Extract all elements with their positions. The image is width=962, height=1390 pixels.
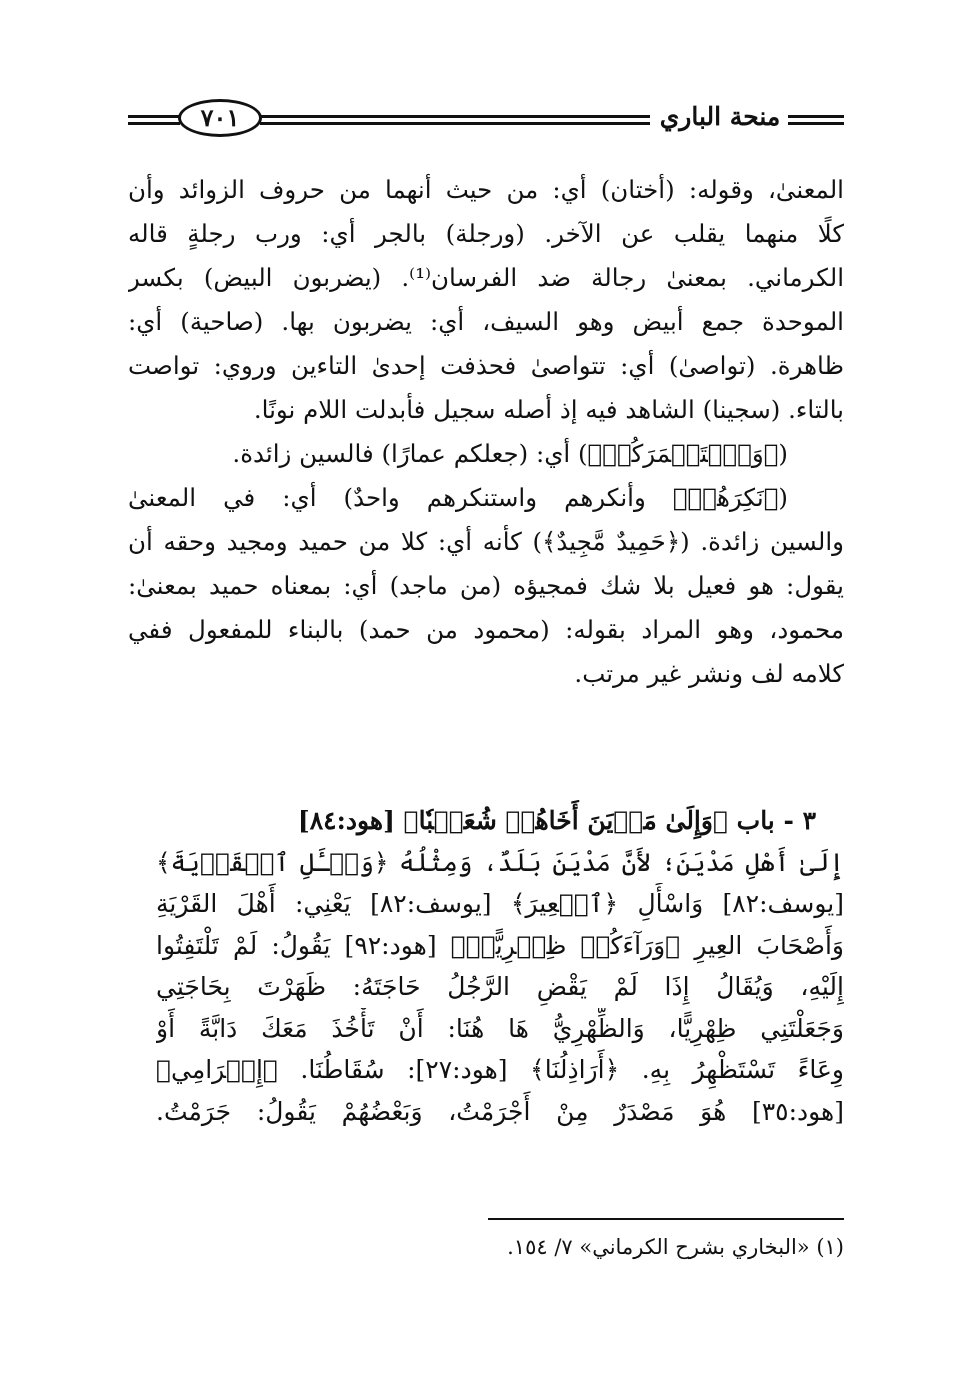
text-line: (﴿وَٱسۡتَعۡمَرَكُمۡ﴾) أي: (جعلكم عمارًا) فالسين زائدة. [232,439,788,468]
text-line: كلًا منهما يقلب عن الآخر. (ورجلة) بالجر أي: ورب رجلةٍ قاله [128,219,844,248]
header-rule-right [788,115,844,125]
text-line: محمود، وهو المراد بقوله: (محمود من حمد) بالبناء للمفعول ففي [128,615,844,644]
chapter-line: وِعَاءً تَسْتَظْهِرُ بِهِ. ﴿أَرَاذِلُنَا﴾ [هود:٢٧]: سُقَاطُنَا. ﴿إِجۡرَامِي﴾ [156,1055,844,1084]
chapter-line: وَأَصْحَابَ العِيرِ ﴿وَرَآءَكُمۡ ظِهۡرِيًّاۖ﴾ [هود:٩٢] يَقُولُ: لَمْ تَلْتَفِتُوا [156,930,844,960]
chapter-line: [يوسف:٨٢] وَاسْأَلِ ﴿ٱلۡعِيرَ﴾ [يوسف:٨٢] يَعْنِي: أَهْلَ القَرْيَةِ [156,889,844,918]
footnote-separator [488,1218,844,1220]
commentary-text [128,168,844,696]
page-number: ٧٠١ [178,99,262,137]
footnote: (١) «البخاري بشرح الكرماني» ٧/ ١٥٤. [507,1235,844,1259]
text-line: بالتاء. (سجينا) الشاهد فيه إذ أصله سجيل فأبدلت اللام نونًا. [253,395,844,424]
chapter-line: إِلَيْهِ، وَيُقَالُ إِذَا لَمْ يَقْضِ الرَّجُلُ حَاجَتَهُ: ظَهَرْتَ بِحَاجَتِي [156,972,844,1001]
text-line: والسين زائدة. (﴿حَمِيدٌ مَّجِيدٌ﴾) كأنه أي: كلا من حميد ومجيد وحقه أن [128,527,844,556]
header-rule-middle [260,115,650,125]
header-rule-left [128,115,180,125]
running-header [128,96,844,146]
chapter-heading: ٣ - باب ﴿وَإِلَىٰ مَدۡيَنَ أَخَاهُمۡ شُعَيۡبٗا﴾ [هود:٨٤] [297,806,816,835]
chapter-line: [هود:٣٥] هُوَ مَصْدَرٌ مِنْ أَجْرَمْتُ، وَبَعْضُهُمْ يَقُولُ: جَرَمْتُ. [156,1096,844,1126]
running-title: منحة الباري [659,102,781,131]
text-line: ظاهرة. (تواصىٰ) أي: تتواصىٰ فحذفت إحدىٰ التاءين وروي: تواصت [128,351,844,380]
text-line: الكرماني. بمعنىٰ رجالة ضد الفرسان⁽¹⁾. (يضربون البيض) بكسر [128,263,844,292]
chapter-section [156,800,844,1132]
text-line: (﴿نَكِرَهُمۡ﴾ وأنكرهم واستنكرهم واحدٌ) أي: في المعنىٰ [128,483,788,512]
text-line: يقول: هو فعيل بلا شك فمجيؤه (من ماجد) أي: بمعناه حميد بمعنىٰ: [128,571,844,600]
text-line: المعنىٰ، وقوله: (أختان) أي: من حيث أنهما من حروف الزوائد وأن [128,175,844,204]
text-line: كلامه لف ونشر غير مرتب. [574,659,844,688]
chapter-line: إِلَىٰ أَهْلِ مَدْيَنَ؛ لأَنَّ مَدْيَنَ بَلَدٌ، وَمِثْلُهُ ﴿وَسۡـَٔلِ ٱلۡقَرۡيَةَ﴾ [156,847,844,877]
chapter-line: وَجَعَلْتَنِي ظِهْرِيًّا، وَالظِّهْرِيُّ هَا هُنَا: أَنْ تَأْخُذَ مَعَكَ دَابَّةً أَوْ [156,1013,844,1043]
text-line: الموحدة جمع أبيض وهو السيف، أي: يضربون بها. (صاحية) أي: [128,307,844,336]
